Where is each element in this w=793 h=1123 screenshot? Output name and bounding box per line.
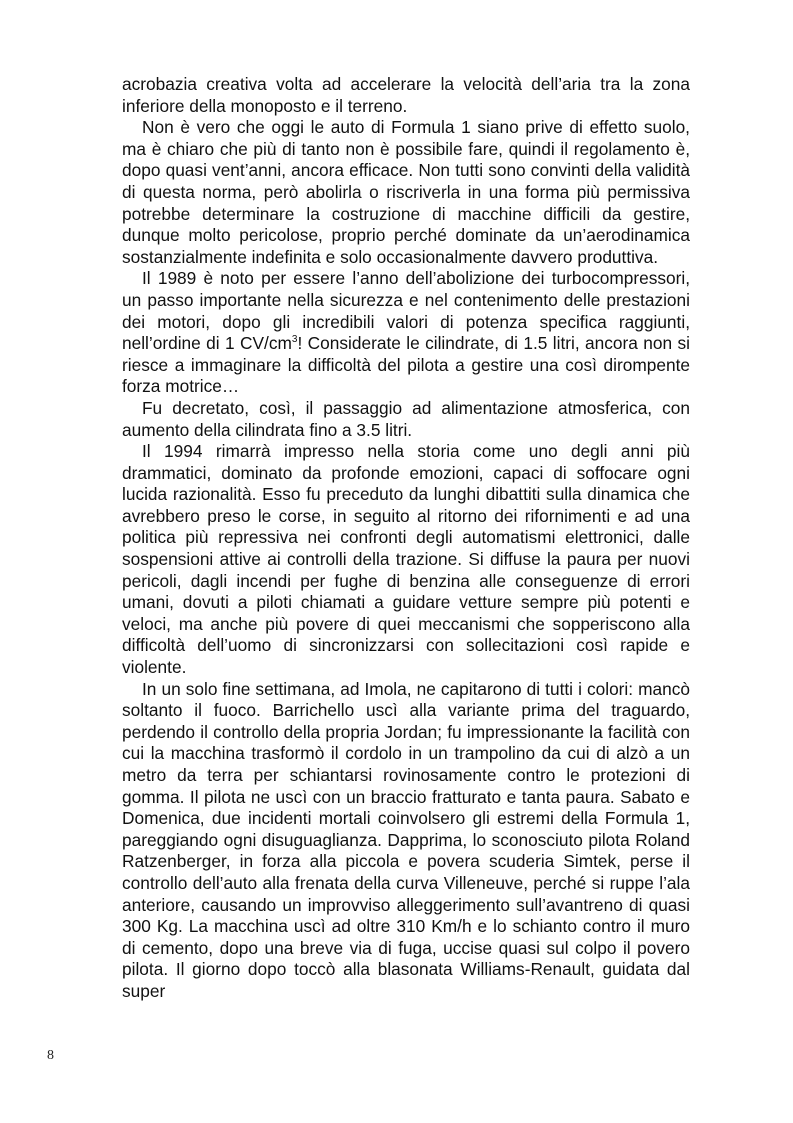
paragraph: Fu decretato, così, il passaggio ad alimentazione atmosferica, con aumento della cilindrata fino a 3.5 litri. — [122, 397, 690, 440]
paragraph-text: ! Considerate le cilindrate, di 1.5 litri, ancora non si riesce a immaginare la difficoltà del pilota a gestire una così dirompente forza motrice… — [122, 333, 691, 397]
paragraph: acrobazia creativa volta ad accelerare la velocità dell’aria tra la zona inferiore della monoposto e il terreno. — [122, 74, 690, 116]
body-text — [122, 74, 690, 1003]
paragraph: In un solo fine settimana, ad Imola, ne capitarono di tutti i colori: mancò soltanto il fuoco. Barrichello uscì alla variante prima del traguardo, perdendo il controllo della propria Jordan; fu impressionante la facilità con cui la macchina trasformò il cordolo in un trampolino da cui di alzò a un metro da terra per schiantarsi rovinosamente contro le protezioni di gomma. Il pilota ne uscì con un braccio fratturato e tanta paura. Sabato e Domenica, due incidenti mortali coinvolsero gli estremi della Formula 1, pareggiando ogni disuguaglianza. Dapprima, lo sconosciuto pilota Roland Ratzenberger, in forza alla piccola e povera scuderia Simtek, perse il controllo dell’auto alla frenata della curva Villeneuve, perché si ruppe l’ala anteriore, causando un improvviso alleggerimento sull’avantreno di quasi 300 Kg. La macchina uscì ad oltre 310 Km/h e lo schianto contro il muro di cemento, dopo una breve via di fuga, uccise quasi sul colpo il povero pilota. Il giorno dopo toccò alla blasonata Williams-Renault, guidata dal super — [122, 678, 690, 1001]
superscript: 3 — [291, 334, 298, 346]
paragraph: Il 1994 rimarrà impresso nella storia come uno degli anni più drammatici, dominato da profonde emozioni, capaci di soffocare ogni lucida razionalità. Esso fu preceduto da lunghi dibattiti sulla dinamica che avrebbero preso le corse, in seguito al ritorno dei rifornimenti e ad una politica più repressiva nei confronti degli automatismi elettronici, dalle sospensioni attive ai controlli della trazione. Si diffuse la paura per nuovi pericoli, dagli incendi per fughe di benzina alle conseguenze di errori umani, dovuti a piloti chiamati a guidare vetture sempre più potenti e veloci, ma anche più povere di quei meccanismi che sopperiscono alla difficoltà dell’uomo di sincronizzarsi con sollecitazioni così rapide e violente. — [122, 441, 690, 678]
paragraph — [122, 268, 690, 398]
paragraph-text: Il 1989 è noto per essere l’anno dell’abolizione dei turbocompressori, un passo importante nella sicurezza e nel contenimento delle prestazioni dei motori, dopo gli incredibili valori di potenza specifica raggiunti, nell’ordine di 1 CV/cm — [122, 268, 690, 354]
page-number: 8 — [47, 1048, 54, 1063]
paragraph: Non è vero che oggi le auto di Formula 1 siano prive di effetto suolo, ma è chiaro che più di tanto non è possibile fare, quindi il regolamento è, dopo quasi vent’anni, ancora efficace. Non tutti sono convinti della validità di questa norma, però abolirla o riscriverla in una forma più permissiva potrebbe determinare la costruzione di macchine difficili da gestire, dunque molto pericolose, proprio perché dominate da un’aerodinamica sostanzialmente indefinita e solo occasionalmente davvero produttiva. — [122, 117, 690, 267]
